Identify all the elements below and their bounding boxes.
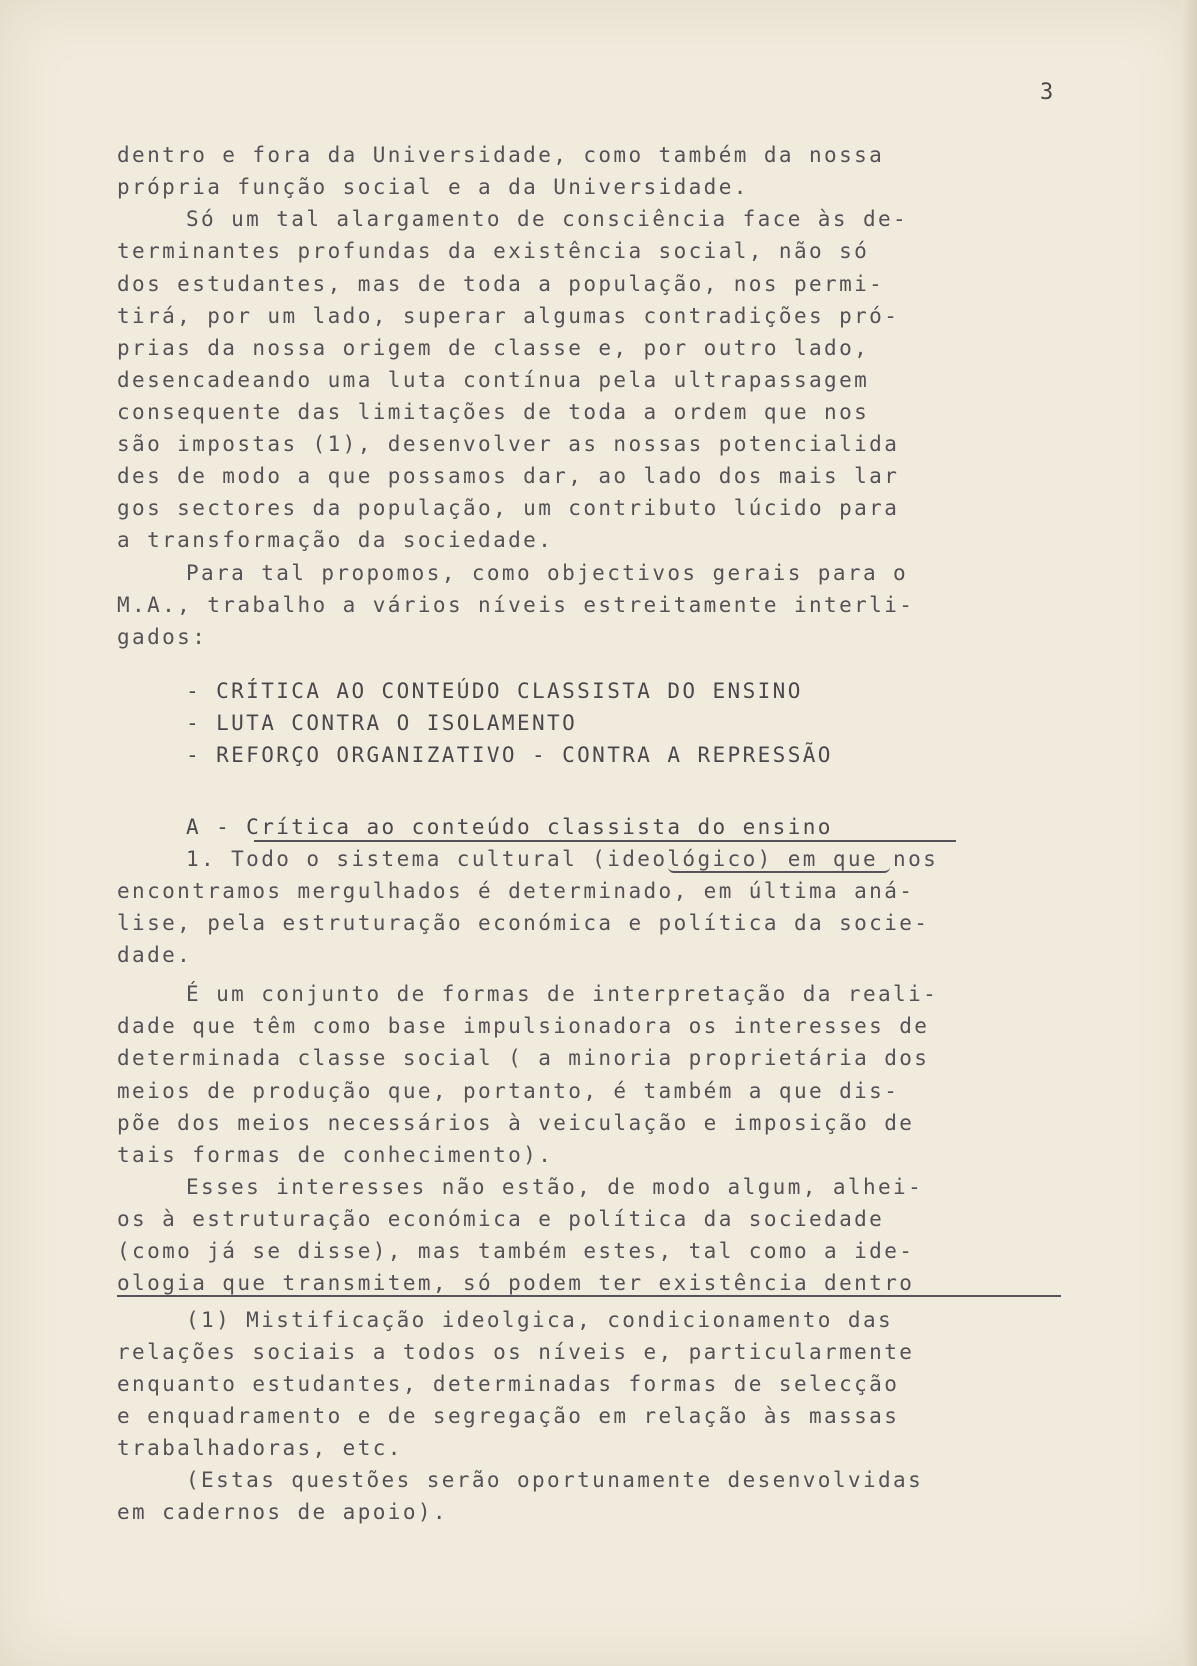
text-line: tirá, por um lado, superar algumas contradições pró- — [117, 304, 900, 328]
text-line: Esses interesses não estão, de modo algum, alhei- — [186, 1175, 924, 1199]
text-line: própria função social e a da Universidade. — [117, 175, 749, 199]
text-line: a transformação da sociedade. — [117, 528, 554, 552]
objective-item-3: - REFORÇO ORGANIZATIVO - CONTRA A REPRESSÃO — [186, 743, 833, 767]
ideologico-underline — [668, 843, 890, 873]
text-line: desencadeando uma luta contínua pela ultrapassagem — [117, 368, 870, 392]
footnote-line: trabalhadoras, etc. — [117, 1436, 403, 1460]
text-line: 1. Todo o sistema cultural (ideológico) em que nos — [186, 847, 939, 871]
text-line: dentro e fora da Universidade, como também da nossa — [117, 143, 885, 167]
text-line: M.A., trabalho a vários níveis estreitamente interli- — [117, 593, 915, 617]
text-line: É um conjunto de formas de interpretação da reali- — [186, 982, 939, 1006]
text-line: meios de produção que, portanto, é também a que dis- — [117, 1079, 900, 1103]
text-line: determinada classe social ( a minoria proprietária dos — [117, 1046, 930, 1070]
text-line: des de modo a que possamos dar, ao lado dos mais lar — [117, 464, 900, 488]
text-line: dade. — [117, 943, 193, 967]
text-line: tais formas de conhecimento). — [117, 1143, 554, 1167]
text-line: (como já se disse), mas também estes, tal como a ide- — [117, 1239, 915, 1263]
objective-item-2: - LUTA CONTRA O ISOLAMENTO — [186, 711, 578, 735]
text-line: dade que têm como base impulsionadora os interesses de — [117, 1014, 930, 1038]
text-line: terminantes profundas da existência social, não só — [117, 239, 870, 263]
text-line: ologia que transmitem, só podem ter existência dentro — [117, 1271, 915, 1295]
page-number: 3 — [1040, 80, 1054, 105]
text-line: gos sectores da população, um contributo lúcido para — [117, 496, 900, 520]
section-heading: A - Crítica ao conteúdo classista do ensino — [186, 815, 833, 839]
section-heading-underline — [254, 840, 956, 842]
text-line: lise, pela estruturação económica e política da socie- — [117, 911, 930, 935]
objective-item-1: - CRÍTICA AO CONTEÚDO CLASSISTA DO ENSINO — [186, 679, 803, 703]
text-line: os à estruturação económica e política da sociedade — [117, 1207, 885, 1231]
footnote-line: (Estas questões serão oportunamente desenvolvidas — [186, 1468, 924, 1492]
text-line: prias da nossa origem de classe e, por outro lado, — [117, 336, 870, 360]
footnote-line: enquanto estudantes, determinadas formas de selecção — [117, 1372, 900, 1396]
footnote-line: (1) Mistificação ideolgica, condicionamento das — [186, 1308, 894, 1332]
text-line: põe dos meios necessários à veiculação e imposição de — [117, 1111, 915, 1135]
text-line: encontramos mergulhados é determinado, em última aná- — [117, 879, 915, 903]
text-line: Para tal propomos, como objectivos gerais para o — [186, 561, 909, 585]
footnote-separator-underline — [117, 1295, 1061, 1297]
text-line: consequente das limitações de toda a ordem que nos — [117, 400, 870, 424]
text-line: gados: — [117, 625, 208, 649]
text-line: Só um tal alargamento de consciência face às de- — [186, 207, 909, 231]
footnote-line: em cadernos de apoio). — [117, 1500, 448, 1524]
footnote-line: relações sociais a todos os níveis e, particularmente — [117, 1340, 915, 1364]
footnote-line: e enquadramento e de segregação em relação às massas — [117, 1404, 900, 1428]
text-line: dos estudantes, mas de toda a população, nos permi- — [117, 272, 885, 296]
text-line: são impostas (1), desenvolver as nossas potencialida — [117, 432, 900, 456]
